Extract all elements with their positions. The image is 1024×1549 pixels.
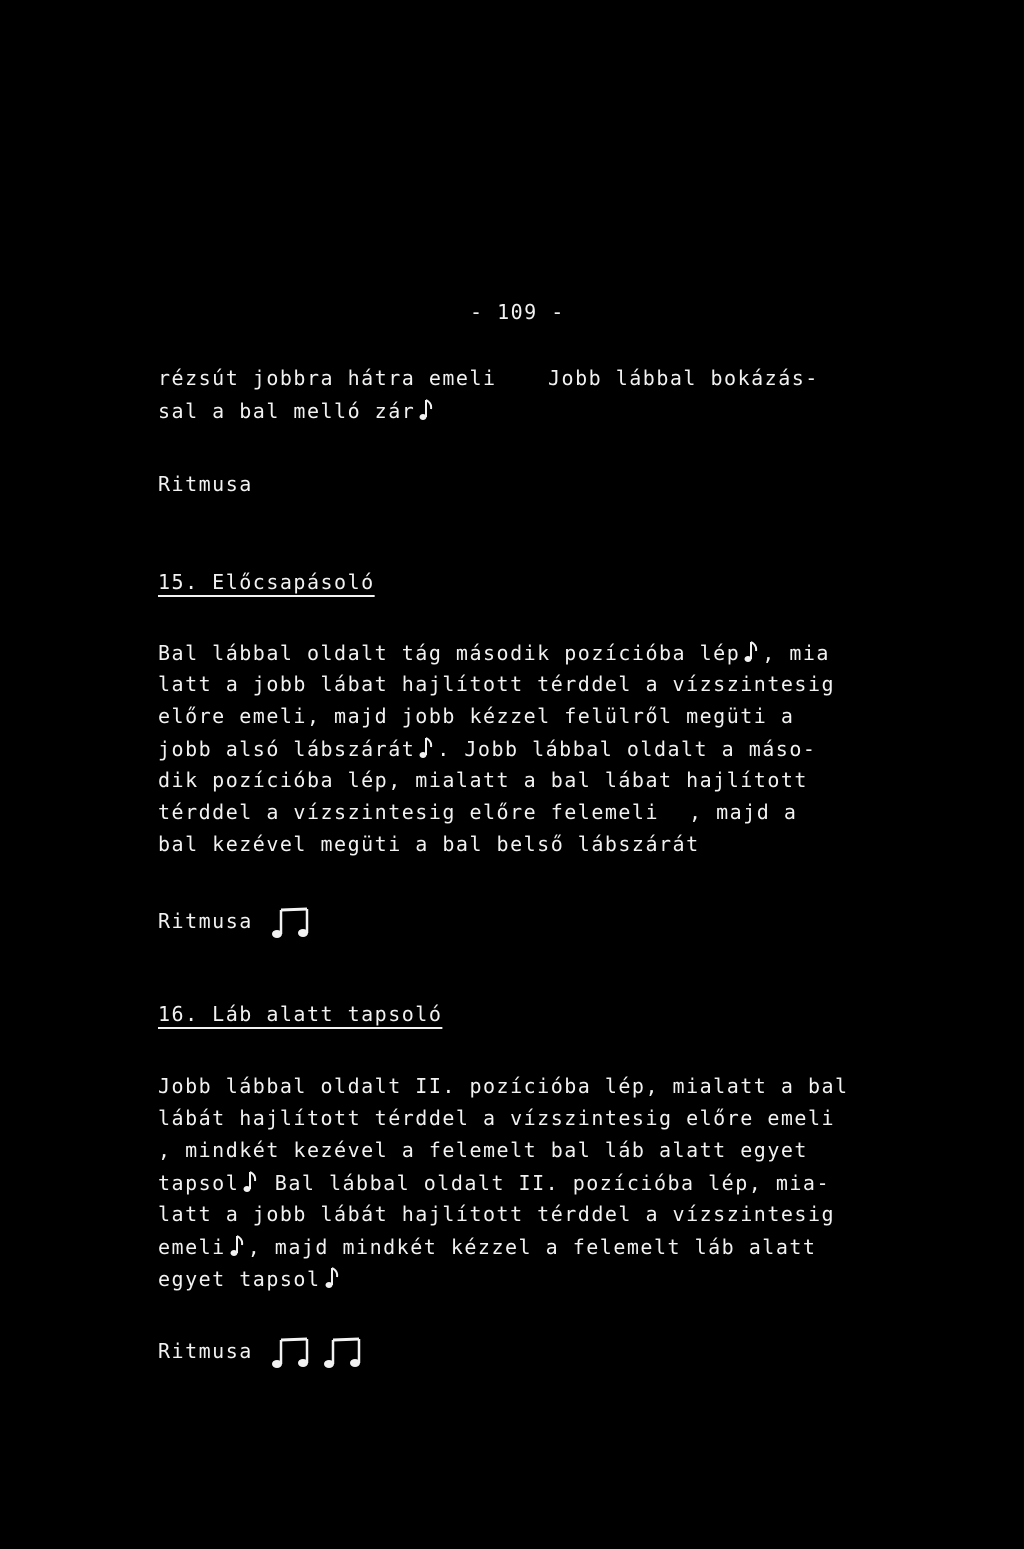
s16-text-8: egyet tapsol	[158, 1267, 321, 1291]
s16-text-4: tapsol	[158, 1171, 240, 1195]
s15-text-1: Bal lábbal oldalt tág második pozícióba lép	[158, 641, 741, 665]
eighth-note-icon	[744, 640, 758, 664]
intro-line-1-right: Jobb lábbal bokázás-	[548, 366, 819, 390]
s16-line-3: , mindkét kezével a felemelt bal láb alatt egyet	[158, 1138, 808, 1162]
s16-text-7: , majd mindkét kézzel a felemelt láb alatt	[247, 1235, 817, 1259]
rhythm-label: Ritmusa	[158, 909, 253, 933]
rhythm-label: Ritmusa	[158, 1339, 253, 1363]
s15-text-2: , mia	[762, 641, 830, 665]
intro-line-1-left: rézsút jobbra hátra emeli	[158, 366, 497, 390]
s16-line-4	[158, 1170, 830, 1195]
s16-text-6: emeli	[158, 1235, 226, 1259]
eighth-note-icon	[230, 1234, 244, 1258]
s16-line-6	[158, 1234, 816, 1259]
page-number: - 109 -	[470, 300, 565, 324]
section-16-heading: 16. Láb alatt tapsoló	[158, 1002, 443, 1026]
rhythm-label-1: Ritmusa	[158, 472, 253, 496]
eighth-note-icon	[419, 736, 433, 760]
eighth-note-icon	[325, 1266, 339, 1290]
s16-line-7	[158, 1266, 343, 1291]
two-eighth-notes-beamed-icon	[323, 1336, 365, 1370]
s15-line-6	[158, 800, 797, 824]
s16-rhythm	[158, 1336, 365, 1370]
s15-text-4: jobb alsó lábszárát	[158, 737, 416, 761]
s15-line-5: dik pozícióba lép, mialatt a bal lábat hajlított	[158, 768, 808, 792]
s16-line-5: latt a jobb lábát hajlított térddel a vízszintesig	[158, 1202, 836, 1226]
s15-rhythm	[158, 906, 313, 940]
s15-text-7: térddel a vízszintesig előre felemeli	[158, 800, 660, 824]
section-15-heading: 15. Előcsapásoló	[158, 570, 375, 594]
s15-line-1	[158, 640, 830, 665]
s16-text-5: Bal lábbal oldalt II. pozícióba lép, mia-	[274, 1171, 830, 1195]
s15-line-2: latt a jobb lábat hajlított térddel a vízszintesig	[158, 672, 836, 696]
s15-text-5: . Jobb lábbal oldalt a máso-	[437, 737, 817, 761]
two-eighth-notes-beamed-icon	[271, 906, 313, 940]
two-eighth-notes-beamed-icon	[271, 1336, 313, 1370]
s15-text-8: , majd a	[689, 800, 798, 824]
s16-line-2: lábát hajlított térddel a vízszintesig előre emeli	[158, 1106, 836, 1130]
s16-line-1: Jobb lábbal oldalt II. pozícióba lép, mialatt a bal	[158, 1074, 849, 1098]
s15-line-4	[158, 736, 816, 761]
intro-line-2-text: sal a bal melló zár	[158, 399, 416, 423]
s15-line-7: bal kezével megüti a bal belső lábszárát	[158, 832, 700, 856]
eighth-note-icon	[243, 1170, 257, 1194]
eighth-note-icon	[419, 398, 433, 422]
intro-line-2	[158, 398, 437, 423]
s15-line-3: előre emeli, majd jobb kézzel felülről megüti a	[158, 704, 795, 728]
